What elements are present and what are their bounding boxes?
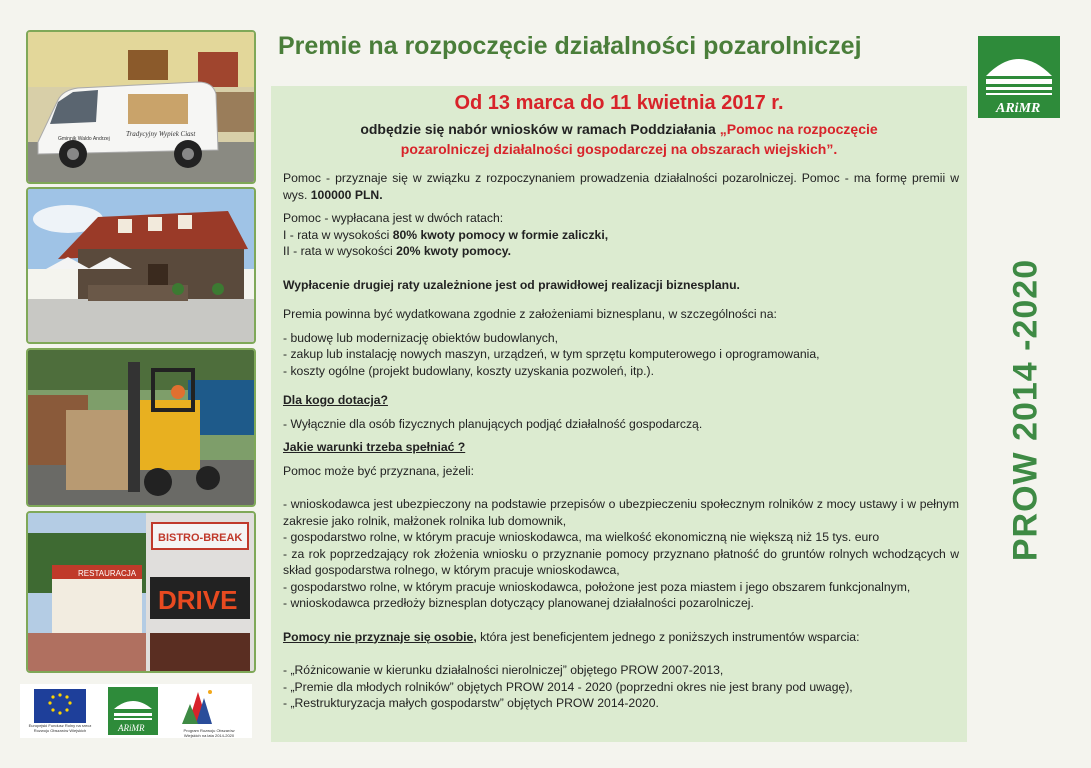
arimr-text: ARiMR — [996, 101, 1041, 116]
exclusion-item: - „Premie dla młodych rolników” objętych PROW 2014 - 2020 (poprzedni okres nie jest brany pod uwagę), — [283, 679, 853, 694]
page-title: Premie na rozpoczęcie działalności pozarolniczej — [278, 32, 862, 60]
premium-text: Pomoc - przyznaje się w związku z rozpoczynaniem prowadzenia działalności pozarolniczej. Pomoc - ma formę premii w wys. — [283, 171, 959, 202]
installment-1 — [283, 227, 959, 244]
exclusion-heading — [283, 629, 959, 646]
condition-item: - gospodarstwo rolne, w którym pracuje wnioskodawca, ma wielkość ekonomiczną nie większą niż 15 tys. euro — [283, 530, 880, 544]
photo-forklift-firewood — [26, 348, 256, 507]
heading-conditions: Jakie warunki trzeba spełniać ? — [283, 440, 466, 454]
recruitment-intro-text: odbędzie się nabór wniosków w ramach Poddziałania — [360, 121, 720, 137]
photo-bakery-van — [26, 30, 256, 184]
arimr-small-text: ARiMR — [118, 723, 145, 733]
second-installment-note: Wypłacenie drugiej raty uzależnione jest od prawidłowej realizacji biznesplanu. — [283, 277, 740, 292]
arimr-small-icon — [108, 687, 158, 735]
body-text — [283, 170, 959, 712]
content-panel — [271, 86, 967, 742]
who-text: - Wyłącznie dla osób fizycznych planujących podjąć działalność gospodarczą. — [283, 416, 703, 431]
spending-item: - zakup lub instalację nowych maszyn, urządzeń, w tym sprzętu komputerowego i oprogramowania, — [283, 347, 820, 361]
condition-item: - gospodarstwo rolne, w którym pracuje wnioskodawca, położone jest poza miastem i jego obszarem funkcjonalnym, — [283, 579, 911, 594]
installment-1-amount: 80% kwoty pomocy w formie zaliczki, — [392, 227, 609, 242]
condition-item: - wnioskodawca przedłoży biznesplan dotyczący planowanej działalności pozarolniczej. — [283, 596, 754, 610]
spending-intro: Premia powinna być wydatkowana zgodnie z założeniami biznesplanu, w szczególności na: — [283, 307, 777, 321]
prow-vertical-label: PROW 2014 -2020 — [1006, 258, 1045, 562]
prow-caption: Program Rozwoju Obszarów Wiejskich na lata 2014-2020 — [183, 728, 235, 738]
recruitment-dates: Od 13 marca do 11 kwietnia 2017 r. — [454, 92, 784, 114]
paragraph-installments: Pomoc - wypłacana jest w dwóch ratach: — [283, 211, 504, 225]
spending-item: - budowę lub modernizację obiektów budowlanych, — [283, 330, 559, 345]
photo-wooden-inn — [26, 187, 256, 344]
prow-logo — [174, 684, 244, 738]
exclusion-rest: która jest beneficjentem jednego z poniższych instrumentów wsparcia: — [476, 629, 860, 644]
van-text-2: Gminnik Waldo Andrzej — [58, 136, 110, 142]
bistro-sign: BISTRO-BREAK — [158, 532, 243, 544]
eu-logo — [28, 689, 92, 733]
eu-flag-icon — [34, 689, 86, 723]
eu-caption: Europejski Fundusz Rolny na rzecz Rozwoju Obszarów Wiejskich — [28, 723, 92, 733]
installment-2-amount: 20% kwoty pomocy. — [396, 244, 512, 258]
spending-item: - koszty ogólne (projekt budowlany, koszty uzyskania pozwoleń, itp.). — [283, 363, 654, 378]
measure-name-part1: „Pomoc na rozpoczęcie — [719, 121, 878, 137]
footer-logos — [20, 684, 252, 738]
photo-restaurant-drive — [26, 511, 256, 673]
arimr-logo — [978, 36, 1060, 118]
arimr-small-logo — [108, 687, 158, 735]
installment-1-text: I - rata w wysokości — [283, 227, 393, 242]
paragraph-premium — [283, 170, 959, 203]
restaurant-sign: RESTAURACJA — [78, 569, 137, 578]
measure-name-part2: pozarolniczej działalności gospodarczej na obszarach wiejskich”. — [400, 141, 838, 157]
installment-2 — [283, 243, 959, 260]
drive-sign: DRIVE — [158, 585, 238, 615]
premium-amount: 100000 PLN. — [310, 187, 383, 202]
exclusion-item: - „Różnicowanie w kierunku działalności nierolniczej” objętego PROW 2007-2013, — [283, 663, 724, 677]
conditions-intro: Pomoc może być przyznana, jeżeli: — [283, 463, 475, 478]
prow-star-icon — [174, 684, 244, 728]
heading-who: Dla kogo dotacja? — [283, 393, 388, 407]
exclusion-title: Pomocy nie przyznaje się osobie, — [283, 629, 477, 644]
recruitment-intro — [271, 121, 967, 137]
exclusion-item: - „Restrukturyzacja małych gospodarstw” objętych PROW 2014-2020. — [283, 696, 659, 710]
condition-item: - wnioskodawca jest ubezpieczony na podstawie przepisów o ubezpieczeniu społecznym rolników z mocy ustawy i w pełnym zakresie jako rolnik, małżonek rolnika lub domownik, — [283, 497, 959, 528]
installment-2-text: II - rata w wysokości — [283, 244, 397, 258]
van-text: Tradycyjny Wypiek Ciast — [126, 130, 196, 138]
condition-item: - za rok poprzedzający rok złożenia wniosku o przyznanie pomocy przyznano płatność do gruntów rolnych wchodzących w skład gospodarstwa rolnego, w którym pracuje wnioskodawca, — [283, 546, 959, 577]
